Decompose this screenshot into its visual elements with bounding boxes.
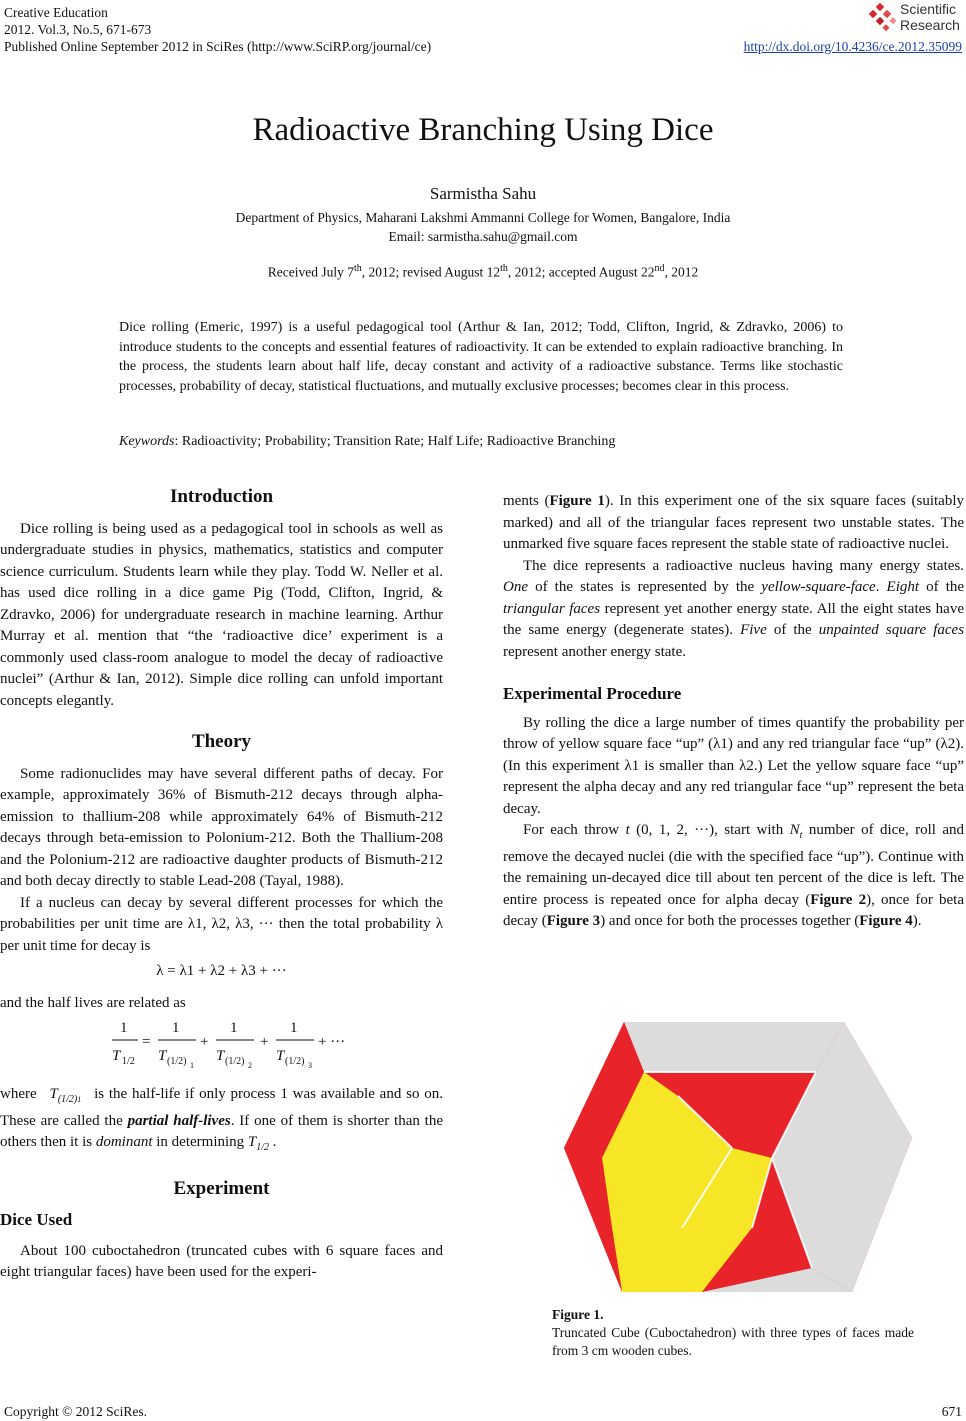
- partial-half-lives-term: partial half-lives: [127, 1112, 231, 1129]
- right-column: [503, 491, 964, 933]
- experiment-heading: Experiment: [173, 1177, 270, 1199]
- figure-1-cuboctahedron: [552, 998, 924, 1298]
- energy-states-paragraph: The dice represents a radioactive nucleus having many energy states. One of the states is represented by the yellow-square-face. Eight of the triangular faces represent yet another energy state. All the eight states have the same energy (degenerate states). Five of the unpainted square faces represent another energy state.: [503, 557, 965, 660]
- left-column: [0, 486, 443, 1284]
- logo-text-1: Scientific: [900, 1, 957, 17]
- svg-text:+: +: [260, 1034, 269, 1050]
- keywords: [119, 434, 843, 450]
- svg-text:(1/2): (1/2): [225, 1056, 245, 1067]
- figure-1-ref[interactable]: Figure 1: [549, 493, 605, 509]
- svg-text:T: T: [276, 1048, 285, 1064]
- abstract: Dice rolling (Emeric, 1997) is a useful pedagogical tool (Arthur & Ian, 2012; Todd, Clifton, Ingrid, & Zdravko, 2006) to introduce students to the concepts and essential features of radioactivity. It can be extended to explain radioactive branching. In the process, the students learn about half life, decay constant and activity of a radioactive substance. Terms like stochastic processes, probability of decay, statistical fluctuations, and mutually exclusive processes; becomes clear in this process.: [119, 320, 843, 394]
- introduction-heading: Introduction: [169, 486, 274, 507]
- svg-text:=: =: [142, 1034, 151, 1050]
- figure-1-caption-text: Truncated Cube (Cuboctahedron) with three types of faces made from 3 cm wooden cubes.: [552, 1325, 914, 1358]
- figure-1-caption: [552, 1306, 914, 1360]
- svg-text:1: 1: [190, 1061, 194, 1070]
- doi-link[interactable]: http://dx.doi.org/10.4236/ce.2012.35099: [743, 39, 962, 54]
- keywords-text: : Radioactivity; Probability; Transition Rate; Half Life; Radioactive Branching: [174, 434, 616, 449]
- theory-paragraph-2: If a nucleus can decay by several different processes for which the probabilities per unit time are λ1, λ2, λ3, ··· then the total probability λ per unit time for decay is: [0, 894, 443, 954]
- theory-paragraph-1: Some radionuclides may have several different paths of decay. For example, approximately 36% of Bismuth-212 decays through alpha-emission to thallium-208 while approximately 64% of Bismuth-212 decays through beta-emission to Polonium-212. Both the Thallium-208 and the Polonium-212 are radioactive daughter products of Bismuth-212 and both decay directly to stable Lead-208 (Tayal, 1988).: [0, 765, 443, 889]
- paper-title: Radioactive Branching Using Dice: [252, 112, 714, 148]
- partial-half-lives-paragraph: where $T_{(1/2)1}$ is the half-life if only process 1 was available and so on. These are called the partial half-lives. If one of them is shorter than the others then it is dominant in determining $T_{1/2}$ .: [0, 1086, 444, 1153]
- svg-text:2: 2: [248, 1061, 252, 1070]
- svg-text:1: 1: [230, 1020, 238, 1036]
- author-name: Sarmistha Sahu: [429, 184, 537, 203]
- half-lives-equation-graphic: [0, 1014, 443, 1078]
- author-email: Email: sarmistha.sahu@gmail.com: [388, 229, 578, 244]
- page-number: 671: [941, 1404, 962, 1419]
- introduction-paragraph: Dice rolling is being used as a pedagogical tool in schools as well as undergraduate studies in physics, mathematics, statistics and computer science curriculum. Students learn while they play. Todd W. Neller et al. has used dice rolling in a dice game Pig (Todd, Clifton, Ingrid, & Zdravko, 2006) for undergraduate research in machine learning. Arthur Murray et al. mention that “the ‘radioactive dice’ experiment is a commonly used class-room analogue to model the decay of radioactive nuclei” (Arthur & Ian, 2012). Simple dice rolling can unfold important concepts elegantly.: [0, 520, 443, 709]
- copyright: Copyright © 2012 SciRes.: [4, 1404, 148, 1419]
- received-dates: Received July 7th, 2012; revised August 12th, 2012; accepted August 22nd, 2012: [267, 263, 699, 280]
- published-line: Published Online September 2012 in SciRes (http://www.SciRP.org/journal/ce): [4, 39, 432, 54]
- t-half-1-symbol: $T_{(1/2)1}$: [49, 1086, 82, 1105]
- journal-name: Creative Education: [4, 5, 108, 20]
- procedure-paragraph-1: By rolling the dice a large number of times quantify the probability per throw of yellow square face “up” (λ1) and any red triangular face “up” (λ2). (In this experiment λ1 is smaller than λ2.) Let the yellow square face “up” represent the alpha decay and any red triangular face “up” represent the beta decay.: [503, 714, 964, 817]
- figure-1-caption-title: Figure 1.: [552, 1307, 604, 1322]
- equation-total-probability: λ = λ1 + λ2 + λ3 + ···: [156, 963, 287, 979]
- svg-text:1: 1: [290, 1020, 298, 1036]
- affiliation: Department of Physics, Maharani Lakshmi Ammanni College for Women, Bangalore, India: [235, 210, 731, 225]
- dice-description-paragraph: ments (Figure 1). In this experiment one of the six square faces (suitably marked) and all of the triangular faces represent two unstable states. The unmarked five square faces represent the stable state of radioactive nuclei.: [503, 493, 965, 552]
- procedure-heading: Experimental Procedure: [503, 684, 682, 703]
- svg-text:(1/2): (1/2): [167, 1056, 187, 1067]
- logo-mark-icon: [866, 3, 898, 35]
- svg-text:T: T: [158, 1048, 167, 1064]
- journal-volume: 2012. Vol.3, No.5, 671-673: [4, 22, 152, 37]
- procedure-paragraph-2: For each throw t (0, 1, 2, ···), start with $N_t$ number of dice, roll and remove the decayed nuclei (die with the specified face “up”). Continue with the remaining un-decayed dice till about ten percent of the dice is left. The entire process is repeated once for alpha decay (Figure 2), once for beta decay (Figure 3) and once for both the processes together (Figure 4).: [503, 822, 965, 929]
- svg-text:+: +: [200, 1034, 209, 1050]
- scientific-research-logo: [866, 1, 964, 35]
- cuboctahedron-graphic: [552, 998, 924, 1298]
- svg-text:1: 1: [172, 1020, 180, 1036]
- svg-text:1: 1: [120, 1020, 128, 1036]
- t-half-symbol: $T_{1/2}$: [247, 1134, 270, 1153]
- figure-2-ref[interactable]: Figure 2: [810, 891, 867, 908]
- grey-face-top: [624, 1022, 844, 1072]
- svg-text:1/2: 1/2: [122, 1056, 135, 1067]
- logo-text-2: Research: [900, 17, 960, 33]
- keywords-label: Keywords: [119, 434, 175, 449]
- svg-text:(1/2): (1/2): [285, 1056, 305, 1067]
- affiliation-block: [0, 208, 966, 246]
- running-header: [4, 4, 431, 55]
- figure-4-ref[interactable]: Figure 4: [859, 913, 913, 929]
- half-lives-text: and the half lives are related as: [0, 994, 186, 1011]
- theory-heading: Theory: [191, 731, 252, 752]
- svg-text:3: 3: [308, 1061, 312, 1070]
- equation-half-lives: [0, 1014, 443, 1078]
- svg-text:+ ···: + ···: [318, 1034, 346, 1050]
- svg-text:T: T: [112, 1048, 121, 1064]
- figure-3-ref[interactable]: Figure 3: [546, 913, 601, 929]
- dice-used-paragraph: About 100 cuboctahedron (truncated cubes with 6 square faces and eight triangular faces) have been used for the experi-: [0, 1242, 443, 1280]
- dice-used-heading: Dice Used: [0, 1210, 73, 1229]
- svg-text:T: T: [216, 1048, 225, 1064]
